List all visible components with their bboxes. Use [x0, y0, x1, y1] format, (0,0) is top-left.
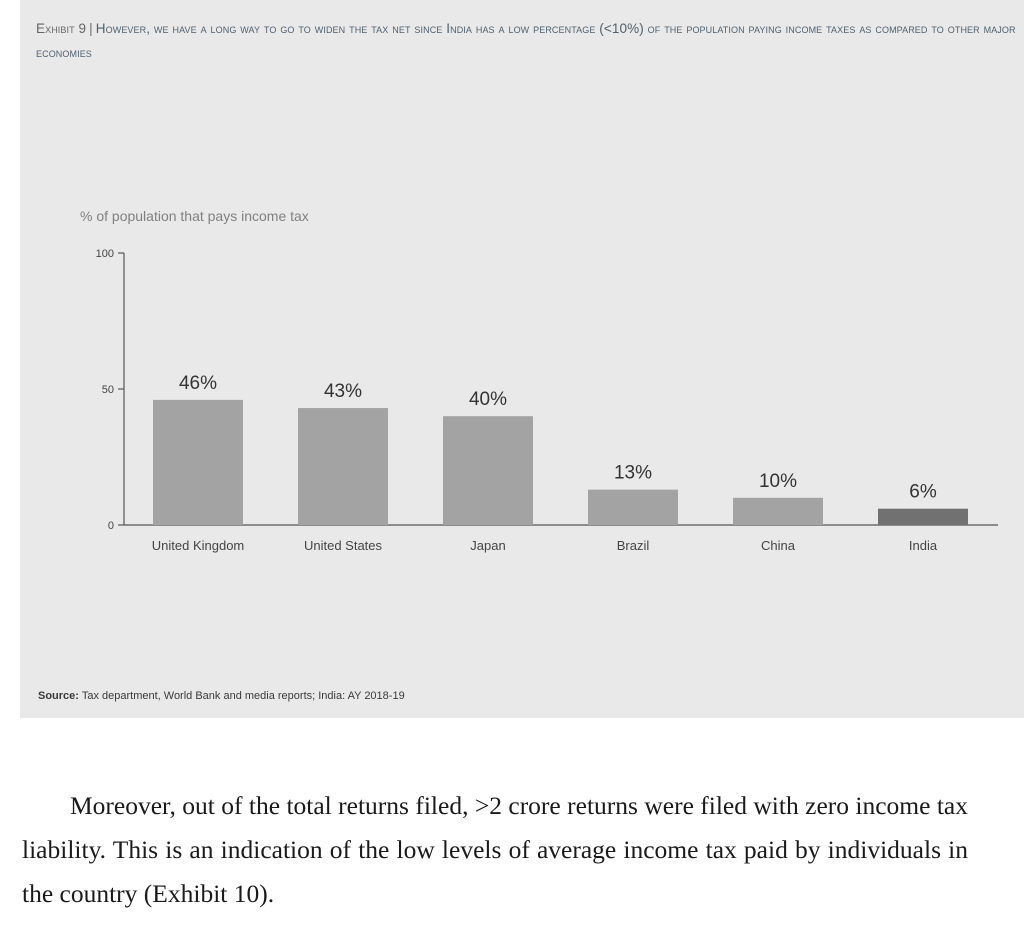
data-label: 6%	[909, 481, 937, 503]
x-tick-label: Japan	[470, 538, 506, 553]
bar	[878, 509, 968, 525]
source-text: Tax department, World Bank and media reports; India: AY 2018-19	[81, 690, 405, 702]
exhibit-panel	[20, 0, 1024, 718]
x-tick-label: United Kingdom	[151, 538, 245, 553]
bar-chart	[20, 0, 1024, 680]
data-label: 13%	[613, 462, 653, 484]
exhibit-heading: However, we have a long way to go to widen the tax net since India has a low percentage (<10%) of the population paying income taxes as compared to other major economies	[36, 21, 1016, 60]
exhibit-label: Exhibit 9	[36, 21, 87, 36]
x-tick-label: India	[908, 538, 938, 553]
body-paragraph: Moreover, out of the total returns filed, >2 crore returns were filed with zero income tax liability. This is an indication of the low levels of average income tax paid by individuals in the country (Exhibit 10).	[22, 791, 968, 908]
x-tick-label: China	[761, 538, 795, 553]
bar	[298, 408, 388, 525]
data-label: 43%	[323, 381, 363, 403]
y-tick-label: 0	[107, 520, 114, 532]
data-label: 40%	[468, 389, 508, 411]
y-tick-label: 50	[101, 384, 114, 396]
bar	[733, 498, 823, 525]
data-label: 46%	[178, 372, 218, 394]
x-tick-label: Brazil	[616, 538, 650, 553]
bar	[443, 416, 533, 525]
exhibit-separator: |	[89, 21, 93, 36]
y-tick-label: 100	[95, 248, 114, 260]
source-label: Source:	[38, 690, 79, 702]
bar	[588, 490, 678, 525]
bar	[153, 400, 243, 525]
source-note	[38, 690, 405, 702]
data-label: 10%	[758, 470, 798, 492]
x-tick-label: United States	[303, 538, 383, 553]
y-axis-label: % of population that pays income tax	[80, 208, 309, 224]
